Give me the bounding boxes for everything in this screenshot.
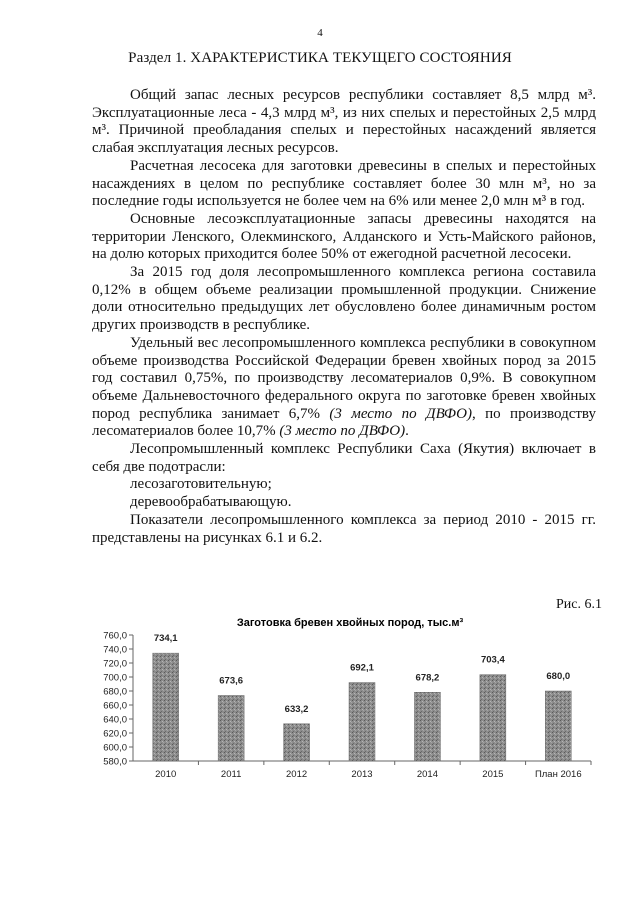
y-tick-label: 600,0	[103, 742, 127, 754]
data-label: 680,0	[546, 671, 571, 682]
chart-svg	[88, 608, 600, 798]
paragraph-industry-share: За 2015 год доля лесопромышленного комплекса региона составила 0,12% в общем объеме реализации промышленной продукции. Снижение доли относительно предыдущих лет обусловлено более динамичным ростом других производств в республике.	[92, 264, 596, 334]
x-tick-label: 2010	[155, 769, 177, 780]
section-title: Раздел 1. ХАРАКТЕРИСТИКА ТЕКУЩЕГО СОСТОЯНИЯ	[128, 50, 512, 66]
bar-2011	[218, 695, 244, 761]
x-tick-label: 2011	[220, 769, 242, 780]
chart-title: Заготовка бревен хвойных пород, тыс.м³	[236, 617, 464, 629]
rank-note: (3 место по ДВФО)	[329, 405, 473, 422]
data-label: 734,1	[153, 633, 178, 645]
y-tick-label: 580,0	[103, 756, 127, 768]
y-tick-label: 620,0	[103, 728, 127, 740]
list-item: лесозаготовительную;	[130, 476, 272, 493]
list-item: деревообрабатывающую.	[130, 494, 292, 511]
paragraph-text: , по производству лесоматериалов более 10,7%	[92, 405, 596, 440]
paragraph-specific-weight	[92, 335, 596, 441]
data-label: 673,6	[219, 675, 244, 687]
x-tick-label: 2015	[482, 769, 504, 780]
x-tick-label: 2013	[351, 769, 373, 780]
y-tick-label: 660,0	[103, 700, 127, 712]
x-tick-label: 2012	[286, 769, 308, 780]
x-tick-label: 2014	[416, 769, 438, 780]
paragraph-indicators: Показатели лесопромышленного комплекса за период 2010 - 2015 гг. представлены на рисунках 6.1 и 6.2.	[92, 511, 596, 546]
bar-2015	[480, 675, 506, 761]
y-tick-label: 740,0	[103, 644, 127, 656]
bar-2014	[414, 692, 440, 761]
bar-2010	[153, 653, 179, 761]
data-label: 678,2	[415, 672, 440, 684]
data-label: 633,2	[284, 703, 309, 715]
rank-note: (3 место по ДВФО)	[279, 423, 406, 440]
y-tick-label: 720,0	[103, 658, 127, 670]
bar-План-2016	[545, 691, 571, 761]
data-label: 692,1	[350, 662, 374, 674]
document-body	[92, 87, 596, 547]
figure-label: Рис. 6.1	[556, 597, 602, 612]
paragraph-text: Удельный вес лесопромышленного комплекса республики в совокупном объеме производства Российской Федерации бревен хвойных пород за 2015 год составил 0,75%, по производству лесоматериалов 0,9%. В совокупном объеме Дальневосточного федерального округа по заготовке бревен хвойных пород республика занимает 6,7%	[92, 334, 596, 422]
paragraph-main-reserves: Основные лесоэксплуатационные запасы древесины находятся на территории Ленского, Олекминского, Алданского и Усть-Майского районов, на долю которых приходится более 50% от ежегодной расчетной лесосеки.	[92, 210, 596, 263]
data-label: 703,4	[480, 654, 505, 666]
chart-bars	[153, 633, 572, 761]
bar-chart	[88, 608, 600, 798]
bar-2012	[284, 724, 310, 761]
x-tick-label: План 2016	[534, 769, 582, 780]
y-tick-label: 640,0	[103, 714, 127, 726]
y-tick-label: 700,0	[103, 672, 127, 684]
paragraph-text: .	[405, 423, 409, 440]
paragraph-subsectors: Лесопромышленный комплекс Республики Саха (Якутия) включает в себя две подотрасли:	[92, 441, 596, 475]
page-number: 4	[317, 27, 323, 39]
y-tick-label: 760,0	[103, 630, 127, 642]
paragraph-forest-reserves: Общий запас лесных ресурсов республики составляет 8,5 млрд м³. Эксплуатационные леса - 4,3 млрд м³, из них спелых и перестойных 2,5 млрд м³. Причиной преобладания спелых и перестойных насаждений является слабая эксплуатация лесных ресурсов.	[92, 87, 596, 157]
paragraph-cutting-area: Расчетная лесосека для заготовки древесины в спелых и перестойных насаждениях в целом по республике составляет более 30 млн м³, но за последние годы используется не более чем на 6% или менее 2,0 млн м³ в год.	[92, 157, 596, 210]
y-tick-label: 680,0	[103, 686, 127, 698]
bar-2013	[349, 683, 375, 761]
